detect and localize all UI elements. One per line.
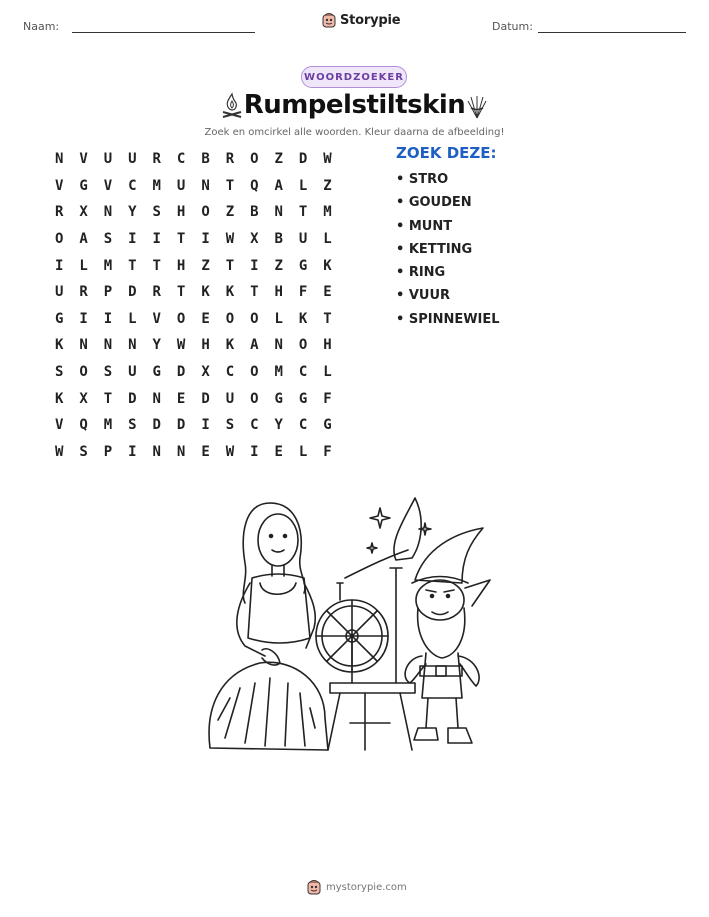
grid-letter[interactable]: I	[103, 310, 113, 327]
grid-letter[interactable]: Z	[225, 204, 235, 221]
grid-letter[interactable]: T	[176, 231, 186, 248]
grid-letter[interactable]: N	[201, 177, 210, 194]
brand-name: Storypie	[340, 12, 401, 28]
grid-letter[interactable]: F	[298, 284, 308, 301]
grid-letter[interactable]: M	[103, 417, 113, 434]
grid-letter[interactable]: C	[298, 364, 308, 381]
grid-letter[interactable]: T	[176, 284, 186, 301]
grid-letter[interactable]: W	[323, 151, 332, 168]
grid-letter[interactable]: R	[152, 151, 161, 168]
grid-letter[interactable]: H	[323, 337, 332, 354]
grid-letter[interactable]: O	[79, 364, 88, 381]
grid-letter[interactable]: M	[274, 364, 283, 381]
coloring-illustration	[200, 488, 510, 763]
grid-letter[interactable]: W	[176, 337, 186, 354]
date-line[interactable]	[538, 32, 686, 33]
grid-letter[interactable]: A	[250, 337, 259, 354]
grid-letter[interactable]: V	[54, 177, 64, 194]
grid-letter[interactable]: Z	[274, 151, 283, 168]
date-label: Datum:	[492, 20, 533, 33]
grid-letter[interactable]: K	[298, 310, 308, 327]
grid-letter[interactable]: T	[152, 257, 161, 274]
grid-letter[interactable]: R	[54, 204, 64, 221]
grid-letter[interactable]: P	[103, 284, 113, 301]
brand	[322, 12, 400, 28]
grid-letter[interactable]: N	[152, 443, 161, 460]
grid-letter[interactable]: S	[225, 417, 235, 434]
word-search-grid[interactable]	[47, 146, 340, 465]
grid-letter[interactable]: L	[298, 443, 308, 460]
grid-letter[interactable]: T	[323, 310, 332, 327]
word-item: • GOUDEN	[396, 195, 472, 211]
name-line[interactable]	[72, 32, 255, 33]
grid-letter[interactable]: B	[201, 151, 210, 168]
grid-letter[interactable]: S	[54, 364, 64, 381]
grid-letter[interactable]: E	[201, 310, 210, 327]
grid-letter[interactable]: C	[128, 177, 137, 194]
grid-letter[interactable]: L	[298, 177, 308, 194]
grid-letter[interactable]: B	[274, 231, 283, 248]
grid-letter[interactable]: I	[152, 231, 161, 248]
word-list-title: ZOEK DEZE:	[396, 144, 497, 162]
grid-letter[interactable]: A	[274, 177, 283, 194]
grid-letter[interactable]: D	[201, 390, 210, 407]
grid-letter[interactable]: O	[176, 310, 186, 327]
grid-letter[interactable]: V	[103, 177, 113, 194]
word-item: • KETTING	[396, 241, 473, 257]
grid-letter[interactable]: I	[54, 257, 64, 274]
grid-letter[interactable]: G	[54, 310, 64, 327]
grid-letter[interactable]: X	[79, 390, 88, 407]
word-item: • SPINNEWIEL	[396, 311, 500, 327]
grid-letter[interactable]: G	[323, 417, 332, 434]
grid-letter[interactable]: R	[225, 151, 235, 168]
grid-letter[interactable]: T	[225, 257, 235, 274]
grid-letter[interactable]: D	[176, 417, 186, 434]
grid-letter[interactable]: U	[298, 231, 308, 248]
grid-letter[interactable]: O	[250, 310, 259, 327]
grid-letter[interactable]: G	[79, 177, 88, 194]
storypie-logo-icon	[322, 12, 336, 28]
grid-letter[interactable]: Y	[152, 337, 161, 354]
grid-letter[interactable]: C	[250, 417, 259, 434]
grid-letter[interactable]: L	[79, 257, 88, 274]
grid-letter[interactable]: I	[250, 257, 259, 274]
grid-letter[interactable]: K	[323, 257, 332, 274]
grid-letter[interactable]: N	[103, 337, 113, 354]
grid-letter[interactable]: I	[250, 443, 259, 460]
grid-letter[interactable]: D	[128, 390, 137, 407]
grid-letter[interactable]: N	[274, 204, 283, 221]
grid-letter[interactable]: T	[225, 177, 235, 194]
instructions: Zoek en omcirkel alle woorden. Kleur daarna de afbeelding!	[204, 127, 505, 138]
grid-letter[interactable]: T	[250, 284, 259, 301]
grid-letter[interactable]: K	[54, 390, 64, 407]
grid-letter[interactable]: C	[298, 417, 308, 434]
grid-letter[interactable]: N	[103, 204, 113, 221]
grid-letter[interactable]: X	[201, 364, 210, 381]
word-item: • VUUR	[396, 288, 451, 304]
grid-letter[interactable]: V	[79, 151, 88, 168]
footer	[307, 879, 407, 895]
grid-letter[interactable]: U	[128, 151, 137, 168]
grid-letter[interactable]: A	[79, 231, 88, 248]
grid-letter[interactable]: L	[128, 310, 137, 327]
grid-letter[interactable]: E	[274, 443, 283, 460]
grid-letter[interactable]: O	[298, 337, 308, 354]
grid-letter[interactable]: X	[79, 204, 88, 221]
grid-letter[interactable]: N	[128, 337, 137, 354]
grid-letter[interactable]: D	[298, 151, 308, 168]
grid-letter[interactable]: B	[250, 204, 259, 221]
page-title: Rumpelstiltskin	[243, 90, 466, 120]
word-item: • STRO	[396, 172, 449, 187]
grid-letter[interactable]: I	[128, 231, 137, 248]
grid-letter[interactable]: L	[323, 231, 332, 248]
grid-letter[interactable]: S	[103, 231, 113, 248]
grid-letter[interactable]: K	[225, 284, 235, 301]
grid-letter[interactable]: S	[152, 204, 161, 221]
grid-letter[interactable]: N	[79, 337, 88, 354]
grid-letter[interactable]: O	[201, 204, 210, 221]
grid-letter[interactable]: T	[298, 204, 308, 221]
grid-letter[interactable]: V	[54, 417, 64, 434]
grid-letter[interactable]: G	[298, 390, 308, 407]
grid-letter[interactable]: H	[176, 257, 186, 274]
grid-letter[interactable]: W	[225, 443, 235, 460]
grid-letter[interactable]: N	[54, 151, 64, 168]
grid-letter[interactable]: I	[79, 310, 88, 327]
grid-letter[interactable]: I	[128, 443, 137, 460]
grid-letter[interactable]: Y	[274, 417, 283, 434]
grid-letter[interactable]: I	[201, 231, 210, 248]
grid-letter[interactable]: E	[201, 443, 210, 460]
grid-letter[interactable]: K	[54, 337, 64, 354]
grid-letter[interactable]: U	[225, 390, 235, 407]
straw-bundle-icon	[465, 92, 489, 120]
grid-letter[interactable]: M	[152, 177, 161, 194]
grid-letter[interactable]: D	[128, 284, 137, 301]
word-list	[396, 170, 500, 333]
grid-letter[interactable]: U	[103, 151, 113, 168]
grid-letter[interactable]: H	[274, 284, 283, 301]
grid-letter[interactable]: D	[176, 364, 186, 381]
grid-letter[interactable]: N	[152, 390, 161, 407]
grid-letter[interactable]: P	[103, 443, 113, 460]
grid-letter[interactable]: V	[152, 310, 161, 327]
grid-letter[interactable]: S	[103, 364, 113, 381]
grid-letter[interactable]: H	[201, 337, 210, 354]
grid-letter[interactable]: W	[54, 443, 64, 460]
grid-letter[interactable]: R	[79, 284, 88, 301]
word-item: • RING	[396, 265, 446, 281]
grid-letter[interactable]: T	[103, 390, 113, 407]
grid-letter[interactable]: Z	[323, 177, 332, 194]
straw-pile	[209, 662, 328, 750]
footer-url[interactable]: mystorypie.com	[326, 881, 407, 893]
grid-letter[interactable]: O	[250, 390, 259, 407]
girl-figure	[237, 503, 315, 665]
gnome-figure	[405, 528, 490, 743]
grid-letter[interactable]: O	[54, 231, 64, 248]
grid-letter[interactable]: D	[152, 417, 161, 434]
grid-letter[interactable]: H	[176, 204, 186, 221]
grid-letter[interactable]: N	[274, 337, 283, 354]
grid-letter[interactable]: E	[323, 284, 332, 301]
grid-letter[interactable]: Y	[128, 204, 137, 221]
grid-letter[interactable]: Q	[79, 417, 88, 434]
grid-letter[interactable]: Z	[274, 257, 283, 274]
grid-letter[interactable]: U	[128, 364, 137, 381]
grid-letter[interactable]: F	[323, 443, 332, 460]
grid-letter[interactable]: G	[274, 390, 283, 407]
grid-letter[interactable]: L	[274, 310, 283, 327]
grid-letter[interactable]: K	[201, 284, 210, 301]
grid-letter[interactable]: C	[176, 151, 186, 168]
grid-letter[interactable]: O	[250, 364, 259, 381]
grid-letter[interactable]: S	[79, 443, 88, 460]
activity-badge: WOORDZOEKER	[301, 66, 407, 88]
grid-letter[interactable]: Q	[250, 177, 259, 194]
grid-letter[interactable]: G	[152, 364, 161, 381]
grid-letter[interactable]: U	[54, 284, 64, 301]
grid-letter[interactable]: Z	[201, 257, 210, 274]
grid-letter[interactable]: N	[176, 443, 186, 460]
grid-letter[interactable]: X	[250, 231, 259, 248]
grid-letter[interactable]: F	[323, 390, 332, 407]
grid-letter[interactable]: G	[298, 257, 308, 274]
storypie-logo-icon	[307, 879, 321, 895]
word-item: • MUNT	[396, 218, 453, 234]
spinning-wheel	[316, 498, 431, 750]
grid-letter[interactable]: L	[323, 364, 332, 381]
grid-letter[interactable]: O	[250, 151, 259, 168]
grid-letter[interactable]: O	[225, 310, 235, 327]
grid-letter[interactable]: I	[201, 417, 210, 434]
grid-letter[interactable]: E	[176, 390, 186, 407]
grid-letter[interactable]: M	[103, 257, 113, 274]
grid-letter[interactable]: C	[225, 364, 235, 381]
grid-letter[interactable]: U	[176, 177, 186, 194]
grid-letter[interactable]: W	[225, 231, 235, 248]
grid-letter[interactable]: S	[128, 417, 137, 434]
grid-letter[interactable]: M	[323, 204, 332, 221]
grid-letter[interactable]: T	[128, 257, 137, 274]
name-label: Naam:	[23, 20, 60, 33]
grid-letter[interactable]: R	[152, 284, 161, 301]
grid-letter[interactable]: K	[225, 337, 235, 354]
